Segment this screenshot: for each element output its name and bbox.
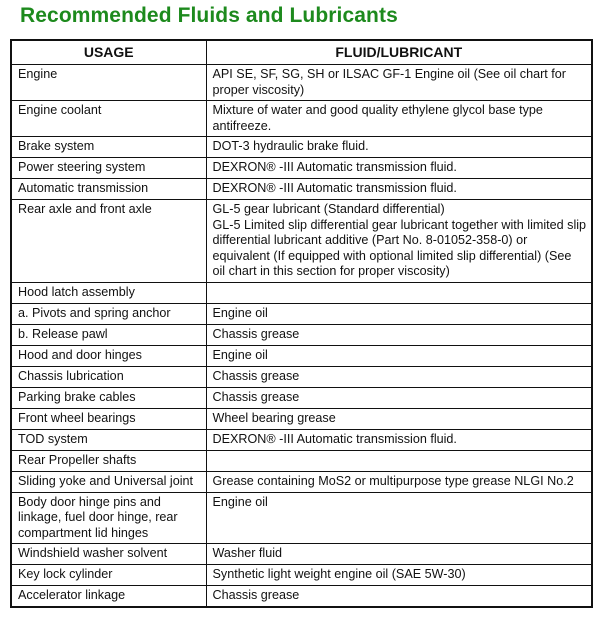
- fluid-cell: Washer fluid: [206, 544, 592, 565]
- usage-cell: b. Release pawl: [11, 324, 206, 345]
- table-row: [11, 137, 592, 158]
- usage-cell: Front wheel bearings: [11, 408, 206, 429]
- fluid-cell: DEXRON® -III Automatic transmission fluid.: [206, 158, 592, 179]
- fluid-cell: DEXRON® -III Automatic transmission fluid.: [206, 179, 592, 200]
- usage-column-header: USAGE: [11, 40, 206, 65]
- fluid-cell: Engine oil: [206, 492, 592, 544]
- page-title: Recommended Fluids and Lubricants: [20, 4, 398, 27]
- usage-cell: Engine coolant: [11, 101, 206, 137]
- usage-cell: Rear axle and front axle: [11, 200, 206, 283]
- fluid-column-header: FLUID/LUBRICANT: [206, 40, 592, 65]
- usage-cell: Hood and door hinges: [11, 345, 206, 366]
- fluid-cell: Chassis grease: [206, 586, 592, 608]
- fluid-cell: DEXRON® -III Automatic transmission fluid.: [206, 429, 592, 450]
- table-row: [11, 471, 592, 492]
- usage-cell: Engine: [11, 65, 206, 101]
- table-row: [11, 492, 592, 544]
- table-row: [11, 345, 592, 366]
- fluid-cell: Engine oil: [206, 303, 592, 324]
- table-row: [11, 65, 592, 101]
- usage-cell: Parking brake cables: [11, 387, 206, 408]
- fluid-cell: [206, 450, 592, 471]
- usage-cell: Power steering system: [11, 158, 206, 179]
- usage-cell: Rear Propeller shafts: [11, 450, 206, 471]
- fluids-lubricants-table: [10, 39, 593, 608]
- usage-cell: Hood latch assembly: [11, 282, 206, 303]
- fluid-cell: Wheel bearing grease: [206, 408, 592, 429]
- table-row: [11, 450, 592, 471]
- table-row: [11, 366, 592, 387]
- table-row: [11, 544, 592, 565]
- fluid-cell: Chassis grease: [206, 366, 592, 387]
- table-row: [11, 179, 592, 200]
- table-row: [11, 158, 592, 179]
- table-row: [11, 101, 592, 137]
- usage-cell: Automatic transmission: [11, 179, 206, 200]
- fluid-cell: Synthetic light weight engine oil (SAE 5W-30): [206, 565, 592, 586]
- usage-cell: Windshield washer solvent: [11, 544, 206, 565]
- usage-cell: Chassis lubrication: [11, 366, 206, 387]
- fluid-cell: Engine oil: [206, 345, 592, 366]
- usage-cell: Brake system: [11, 137, 206, 158]
- usage-cell: TOD system: [11, 429, 206, 450]
- fluid-cell: GL-5 gear lubricant (Standard differential) GL-5 Limited slip differential gear lubricant together with limited slip differential lubricant additive (Part No. 8-01052-358-0) or equivalent (If equipped with optional limited slip differential) (See oil chart in this section for proper viscosity): [206, 200, 592, 283]
- table-row: [11, 282, 592, 303]
- table-row: [11, 387, 592, 408]
- fluid-cell: Mixture of water and good quality ethylene glycol base type antifreeze.: [206, 101, 592, 137]
- fluid-cell: API SE, SF, SG, SH or ILSAC GF-1 Engine oil (See oil chart for proper viscosity): [206, 65, 592, 101]
- usage-cell: Key lock cylinder: [11, 565, 206, 586]
- usage-cell: Body door hinge pins and linkage, fuel door hinge, rear compartment lid hinges: [11, 492, 206, 544]
- table-row: [11, 429, 592, 450]
- fluid-cell: DOT-3 hydraulic brake fluid.: [206, 137, 592, 158]
- table-row: [11, 303, 592, 324]
- fluid-cell: Grease containing MoS2 or multipurpose type grease NLGI No.2: [206, 471, 592, 492]
- table-header-row: [11, 40, 592, 65]
- usage-cell: Sliding yoke and Universal joint: [11, 471, 206, 492]
- table-row: [11, 586, 592, 608]
- table-row: [11, 324, 592, 345]
- table-row: [11, 565, 592, 586]
- usage-cell: Accelerator linkage: [11, 586, 206, 608]
- usage-cell: a. Pivots and spring anchor: [11, 303, 206, 324]
- table-row: [11, 200, 592, 283]
- fluid-cell: Chassis grease: [206, 324, 592, 345]
- fluid-cell: [206, 282, 592, 303]
- table-row: [11, 408, 592, 429]
- fluid-cell: Chassis grease: [206, 387, 592, 408]
